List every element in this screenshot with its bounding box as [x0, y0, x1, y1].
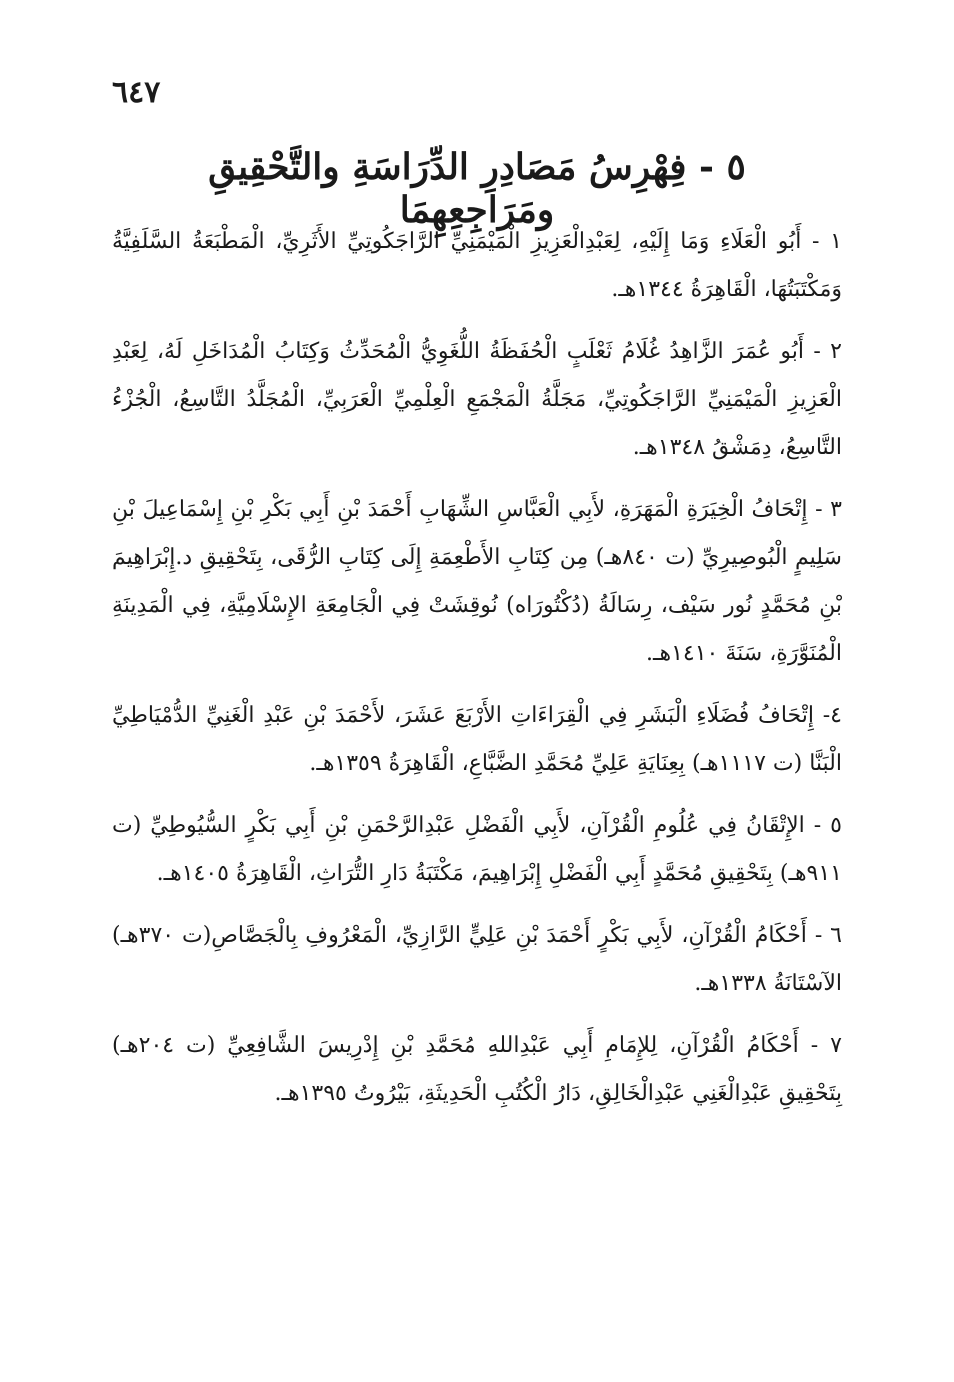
- entry-text: أَحْكَامُ الْقُرْآنِ، لأَبِي بَكْرٍ أَحْمَدَ بْنِ عَلِيٍّ الرَّازِيِّ، الْمَعْرُوفِ بِالْجَصَّاصِ(ت ٣٧٠هـ) الآسْتَانَةُ ١٣٣٨هـ.: [112, 923, 842, 996]
- page-title: ٥ - فِهْرِسُ مَصَادِرِ الدِّرَاسَةِ والتَّحْقِيقِ ومَرَاجِعِهِمَا: [208, 146, 746, 232]
- entry-text: أَحْكَامُ الْقُرْآنِ، لِلإِمَامِ أَبِي عَبْدِاللهِ مُحَمَّدِ بْنِ إِدْرِيسَ الشَّافِعِيِّ (ت ٢٠٤هـ) بِتَحْقِيقِ عَبْدِالْغَنِي عَبْدِالْخَالِقِ، دَارُ الْكُتُبِ الْحَدِيثَةِ، بَيْرُوتُ ١٣٩٥هـ.: [112, 1033, 842, 1106]
- entry-number: ٤-: [822, 703, 842, 728]
- entry-number: ٥ -: [813, 813, 842, 838]
- entry-text: الإِتْقَانُ فِي عُلُومِ الْقُرْآنِ، لأَبِي الْفَضْلِ عَبْدِالرَّحْمَنِ بْنِ أَبِي بَكْرٍ السُّيُوطِيِّ (ت ٩١١هـ) بِتَحْقِيقِ مُحَمَّدٍ أَبِي الْفَضْلِ إِبْرَاهِيمَ، مَكْتَبَةُ دَارِ التُّرَاثِ، الْقَاهِرَةُ ١٤٠٥هـ.: [112, 813, 842, 886]
- bibliography-entry: [112, 486, 842, 678]
- entry-number: ٦ -: [814, 923, 842, 948]
- entry-number: ٢ -: [813, 339, 842, 364]
- entry-text: إِتْحَافُ الْخِيَرَةِ الْمَهَرَةِ، لأَبِي الْعَبَّاسِ الشِّهَابِ أَحْمَدَ بْنِ أَبِي بَكْرِ بْنِ إِسْمَاعِيلَ بْنِ سَلِيمٍ الْبُوصِيرِيِّ (ت ٨٤٠هـ) مِن كِتَابِ الأَطْعِمَةِ إِلَى كِتَابِ الرُّقَى، بِتَحْقِيقِ د.إِبْرَاهِيمَ بْنِ مُحَمَّدٍ نُور سَيْف، رِسَالَةُ (دُكْتُورَاه) نُوقِشَتْ فِي الْجَامِعَةِ الإِسْلَامِيَّةِ، فِي الْمَدِينَةِ الْمُنَوَّرَةِ، سَنَةَ ١٤١٠هـ.: [112, 497, 842, 666]
- entry-number: ٣ -: [815, 497, 842, 522]
- bibliography-entry: [112, 692, 842, 788]
- bibliography-entry: [112, 218, 842, 314]
- entry-text: إِتْحَافُ فُضَلَاءِ الْبَشَرِ فِي الْقِرَاءَاتِ الأَرْبَعَ عَشَرَ، لأَحْمَدَ بْنِ عَبْدِ الْغَنِيِّ الدُّمْيَاطِيِّ الْبَنَّا (ت ١١١٧هـ) بِعِنَايَةِ عَلِيِّ مُحَمَّدِ الضَّبَّاعِ، الْقَاهِرَةُ ١٣٥٩هـ.: [112, 703, 842, 776]
- page-number: ٦٤٧: [112, 75, 161, 110]
- bibliography-entry: [112, 912, 842, 1008]
- bibliography-entry: [112, 1022, 842, 1118]
- entry-number: ٧ -: [810, 1033, 842, 1058]
- entry-text: أَبُو عُمَرَ الزَّاهِدُ غُلَامُ ثَعْلَبٍ الْحُفَظَةُ اللُّغَوِيُّ الْمُحَدِّثُ وَكِتَابُ الْمُدَاخَلِ لَهُ، لِعَبْدِ الْعَزِيزِ الْمَيْمَنِيِّ الرَّاجَكُوتِيِّ، مَجَلَّةُ الْمَجْمَعِ الْعِلْمِيِّ الْعَرَبِيِّ، الْمُجَلَّدُ التَّاسِعُ، الْجُزْءُ التَّاسِعُ، دِمَشْقُ ١٣٤٨هـ.: [112, 339, 842, 460]
- bibliography-list: [112, 218, 842, 1132]
- entry-number: ١ -: [812, 229, 842, 254]
- bibliography-entry: [112, 802, 842, 898]
- entry-text: أَبُو الْعَلَاءِ وَمَا إِلَيْهِ، لِعَبْدِالْعَزِيزِ الْمَيْمَنِيِّ الرَّاجَكُوتِيِّ الأَثَرِيِّ، الْمَطْبَعَةُ السَّلَفِيَّةُ وَمَكْتَبَتُهَا، الْقَاهِرَةُ ١٣٤٤هـ.: [112, 229, 842, 302]
- bibliography-entry: [112, 328, 842, 472]
